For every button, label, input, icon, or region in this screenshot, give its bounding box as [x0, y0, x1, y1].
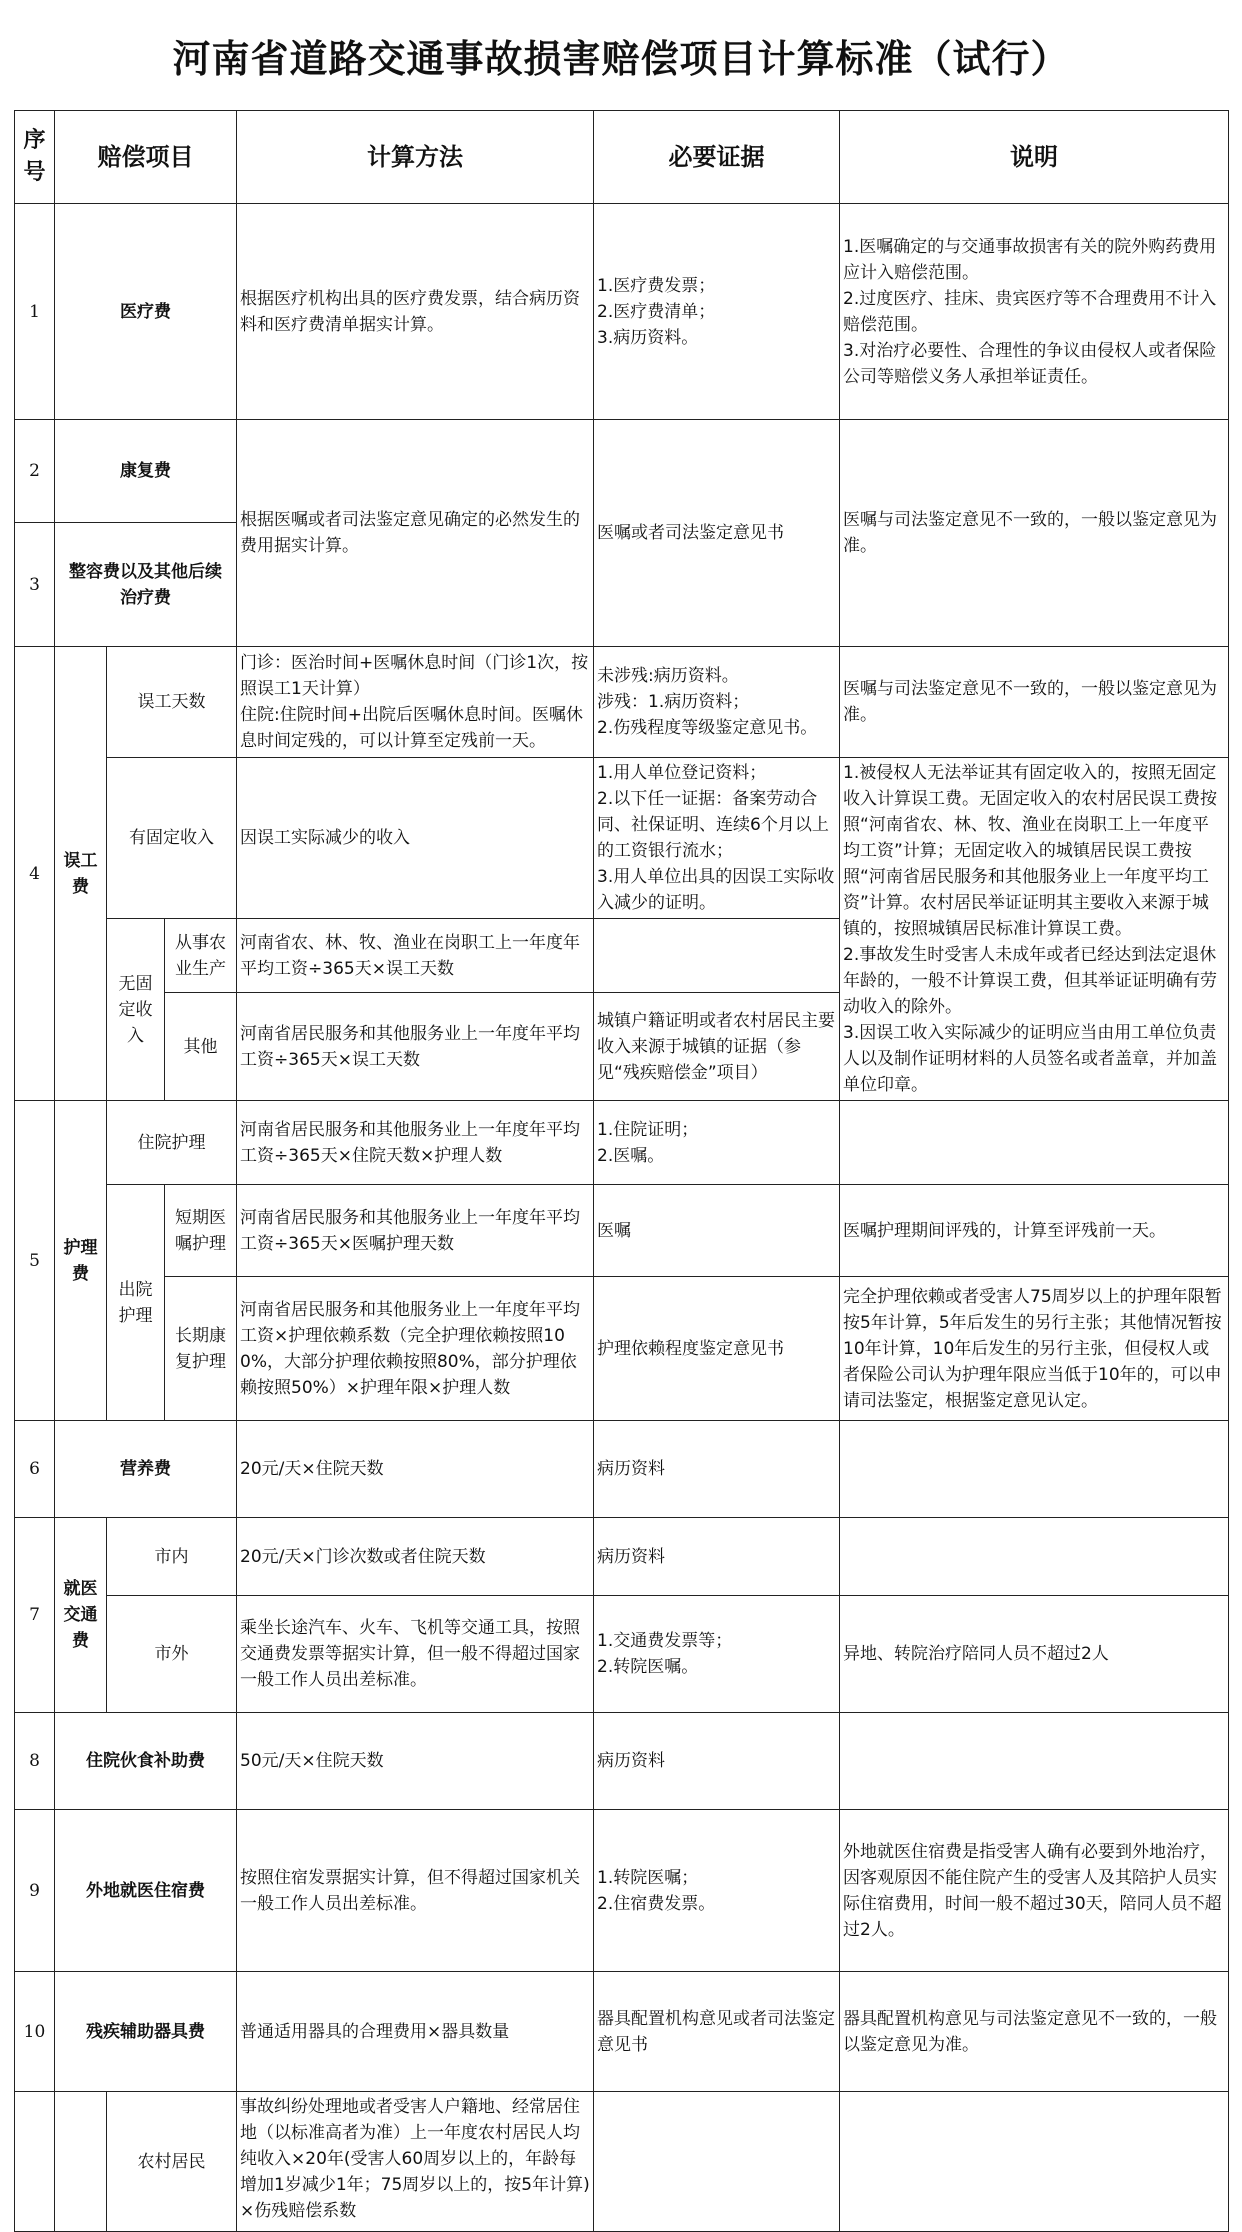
evidence-cell: 护理依赖程度鉴定意见书	[594, 1277, 840, 1421]
table-row	[15, 647, 1229, 758]
row-number: 8	[15, 1713, 55, 1810]
table-row	[15, 1185, 1229, 1277]
table-row	[15, 1421, 1229, 1518]
method-cell: 河南省居民服务和其他服务业上一年度年平均工资÷365天×误工天数	[237, 993, 594, 1101]
method-cell: 河南省农、林、牧、渔业在岗职工上一年度年平均工资÷365天×误工天数	[237, 919, 594, 993]
method-cell: 河南省居民服务和其他服务业上一年度年平均工资÷365天×住院天数×护理人数	[237, 1101, 594, 1185]
item-medical-transport: 就医交通费	[55, 1518, 107, 1713]
note-cell	[840, 1421, 1229, 1518]
sub-item-out-of-city: 市外	[107, 1596, 237, 1713]
row-number: 2	[15, 420, 55, 523]
sub-item-fixed-income: 有固定收入	[107, 758, 237, 919]
item-lost-wages: 误工费	[55, 647, 107, 1101]
table-row	[15, 204, 1229, 420]
evidence-cell: 器具配置机构意见或者司法鉴定意见书	[594, 1972, 840, 2092]
note-cell	[840, 1101, 1229, 1185]
table-row	[15, 1810, 1229, 1972]
evidence-cell: 城镇户籍证明或者农村居民主要收入来源于城镇的证据（参见“残疾赔偿金”项目）	[594, 993, 840, 1101]
row-number: 3	[15, 523, 55, 647]
table-row	[15, 1518, 1229, 1596]
sub-item-short-term-care: 短期医嘱护理	[165, 1185, 237, 1277]
note-cell: 外地就医住宿费是指受害人确有必要到外地治疗，因客观原因不能住院产生的受害人及其陪护人员实际住宿费用，时间一般不超过30天，陪同人员不超过2人。	[840, 1810, 1229, 1972]
method-cell: 乘坐长途汽车、火车、飞机等交通工具，按照交通费发票等据实计算，但一般不得超过国家一般工作人员出差标准。	[237, 1596, 594, 1713]
method-cell: 50元/天×住院天数	[237, 1713, 594, 1810]
evidence-cell	[594, 2092, 840, 2232]
note-cell: 医嘱与司法鉴定意见不一致的，一般以鉴定意见为准。	[840, 420, 1229, 647]
evidence-cell: 医嘱或者司法鉴定意见书	[594, 420, 840, 647]
method-cell: 河南省居民服务和其他服务业上一年度年平均工资×护理依赖系数（完全护理依赖按照100%，大部分护理依赖按照80%，部分护理依赖按照50%）×护理年限×护理人数	[237, 1277, 594, 1421]
item-medical-fee: 医疗费	[55, 204, 237, 420]
evidence-cell: 未涉残:病历资料。 涉残：1.病历资料； 2.伤残程度等级鉴定意见书。	[594, 647, 840, 758]
row-number: 5	[15, 1101, 55, 1421]
table-row	[15, 1596, 1229, 1713]
method-cell: 门诊：医治时间+医嘱休息时间（门诊1次，按照误工1天计算） 住院:住院时间+出院后医嘱休息时间。医嘱休息时间定残的，可以计算至定残前一天。	[237, 647, 594, 758]
item-cosmetic-fee: 整容费以及其他后续治疗费	[55, 523, 237, 647]
item-rehab-fee: 康复费	[55, 420, 237, 523]
sub-item-no-fixed-income: 无固定收入	[107, 919, 165, 1101]
sub-item-rural-resident: 农村居民	[107, 2092, 237, 2232]
row-number: 4	[15, 647, 55, 1101]
sub-item-other: 其他	[165, 993, 237, 1101]
row-number: 9	[15, 1810, 55, 1972]
evidence-cell	[594, 919, 840, 993]
table-row	[15, 1972, 1229, 2092]
header-seq: 序号	[15, 111, 55, 204]
sub-item-discharge-care: 出院护理	[107, 1185, 165, 1421]
header-item: 赔偿项目	[55, 111, 237, 204]
item-cell	[55, 2092, 107, 2232]
method-cell: 因误工实际减少的收入	[237, 758, 594, 919]
note-cell: 1.医嘱确定的与交通事故损害有关的院外购药费用应计入赔偿范围。 2.过度医疗、挂床、贵宾医疗等不合理费用不计入赔偿范围。 3.对治疗必要性、合理性的争议由侵权人或者保险公司等赔偿义务人承担举证责任。	[840, 204, 1229, 420]
note-cell	[840, 1713, 1229, 1810]
item-nutrition-fee: 营养费	[55, 1421, 237, 1518]
evidence-cell: 1.交通费发票等； 2.转院医嘱。	[594, 1596, 840, 1713]
table-row	[15, 1713, 1229, 1810]
method-cell: 根据医嘱或者司法鉴定意见确定的必然发生的费用据实计算。	[237, 420, 594, 647]
note-cell: 医嘱护理期间评残的，计算至评残前一天。	[840, 1185, 1229, 1277]
header-note: 说明	[840, 111, 1229, 204]
method-cell: 普通适用器具的合理费用×器具数量	[237, 1972, 594, 2092]
note-cell	[840, 2092, 1229, 2232]
method-cell: 事故纠纷处理地或者受害人户籍地、经常居住地（以标准高者为准）上一年度农村居民人均纯收入×20年(受害人60周岁以上的，年龄每增加1岁减少1年；75周岁以上的，按5年计算)×伤残赔偿系数	[237, 2092, 594, 2232]
evidence-cell: 1.医疗费发票； 2.医疗费清单； 3.病历资料。	[594, 204, 840, 420]
row-number: 10	[15, 1972, 55, 2092]
evidence-cell: 病历资料	[594, 1421, 840, 1518]
sub-item-inpatient-care: 住院护理	[107, 1101, 237, 1185]
evidence-cell: 病历资料	[594, 1713, 840, 1810]
compensation-standard-table	[14, 110, 1229, 2232]
item-nursing-fee: 护理费	[55, 1101, 107, 1421]
evidence-cell: 病历资料	[594, 1518, 840, 1596]
row-number: 1	[15, 204, 55, 420]
evidence-cell: 1.转院医嘱； 2.住宿费发票。	[594, 1810, 840, 1972]
method-cell: 根据医疗机构出具的医疗费发票，结合病历资料和医疗费清单据实计算。	[237, 204, 594, 420]
page-title: 河南省道路交通事故损害赔偿项目计算标准（试行）	[172, 37, 1070, 81]
row-number: 7	[15, 1518, 55, 1713]
sub-item-lost-days: 误工天数	[107, 647, 237, 758]
table-row	[15, 1101, 1229, 1185]
note-cell: 1.被侵权人无法举证其有固定收入的，按照无固定收入计算误工费。无固定收入的农村居民误工费按照“河南省农、林、牧、渔业在岗职工上一年度平均工资”计算；无固定收入的城镇居民误工费按照“河南省居民服务和其他服务业上一年度平均工资”计算。农村居民举证证明其主要收入来源于城镇的，按照城镇居民标准计算误工费。 2.事故发生时受害人未成年或者已经达到法定退休年龄的，一般不计算误工费，但其举证证明确有劳动收入的除外。 3.因误工收入实际减少的证明应当由用工单位负责人以及制作证明材料的人员签名或者盖章，并加盖单位印章。	[840, 758, 1229, 1101]
sub-item-in-city: 市内	[107, 1518, 237, 1596]
method-cell: 河南省居民服务和其他服务业上一年度年平均工资÷365天×医嘱护理天数	[237, 1185, 594, 1277]
table-row	[15, 1277, 1229, 1421]
row-number	[15, 2092, 55, 2232]
header-method: 计算方法	[237, 111, 594, 204]
sub-item-agriculture: 从事农业生产	[165, 919, 237, 993]
table-header-row	[15, 111, 1229, 204]
evidence-cell: 医嘱	[594, 1185, 840, 1277]
method-cell: 20元/天×门诊次数或者住院天数	[237, 1518, 594, 1596]
sub-item-long-term-care: 长期康复护理	[165, 1277, 237, 1421]
method-cell: 20元/天×住院天数	[237, 1421, 594, 1518]
row-number: 6	[15, 1421, 55, 1518]
note-cell: 医嘱与司法鉴定意见不一致的，一般以鉴定意见为准。	[840, 647, 1229, 758]
evidence-cell: 1.住院证明； 2.医嘱。	[594, 1101, 840, 1185]
item-disability-aids: 残疾辅助器具费	[55, 1972, 237, 2092]
note-cell: 异地、转院治疗陪同人员不超过2人	[840, 1596, 1229, 1713]
note-cell: 完全护理依赖或者受害人75周岁以上的护理年限暂按5年计算，5年后发生的另行主张；其他情况暂按10年计算，10年后发生的另行主张，但侵权人或者保险公司认为护理年限应当低于10年的，可以申请司法鉴定，根据鉴定意见认定。	[840, 1277, 1229, 1421]
method-cell: 按照住宿发票据实计算，但不得超过国家机关一般工作人员出差标准。	[237, 1810, 594, 1972]
item-out-of-town-lodging: 外地就医住宿费	[55, 1810, 237, 1972]
item-hospital-meal-subsidy: 住院伙食补助费	[55, 1713, 237, 1810]
note-cell: 器具配置机构意见与司法鉴定意见不一致的，一般以鉴定意见为准。	[840, 1972, 1229, 2092]
note-cell	[840, 1518, 1229, 1596]
table-row	[15, 758, 1229, 919]
table-row	[15, 2092, 1229, 2232]
evidence-cell: 1.用人单位登记资料； 2.以下任一证据：备案劳动合同、社保证明、连续6个月以上的工资银行流水； 3.用人单位出具的因误工实际收入减少的证明。	[594, 758, 840, 919]
header-evidence: 必要证据	[594, 111, 840, 204]
table-row	[15, 420, 1229, 523]
